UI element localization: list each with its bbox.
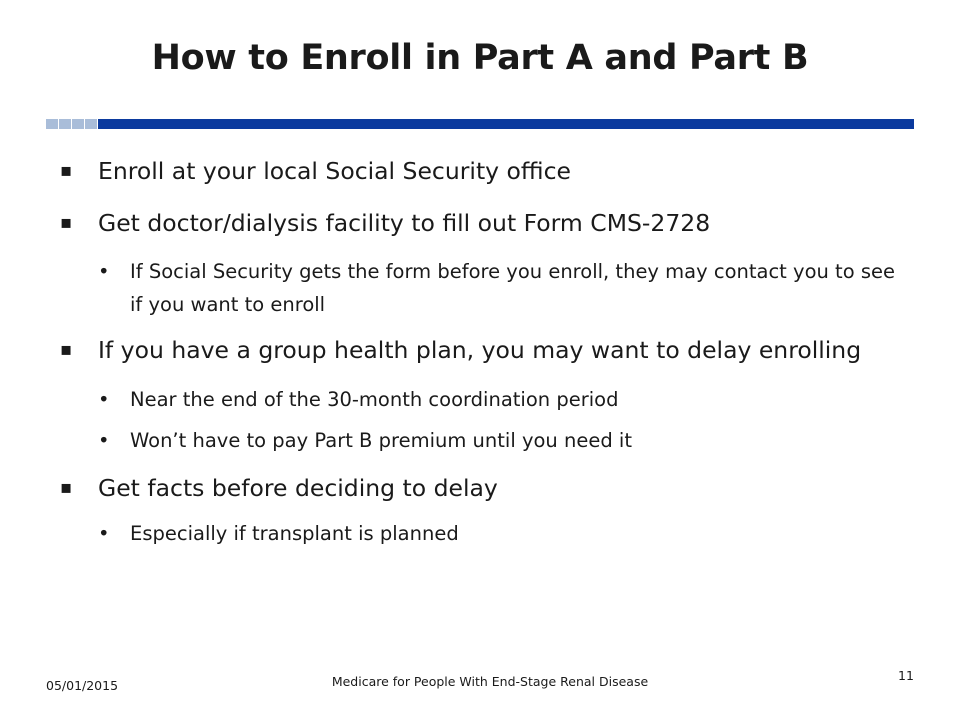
sub-bullet-item: • Especially if transplant is planned bbox=[60, 517, 910, 550]
bullet-item: ▪ Get doctor/dialysis facility to fill out Form CMS-2728 bbox=[60, 206, 910, 240]
bullet-list bbox=[60, 150, 910, 550]
round-bullet-icon: • bbox=[98, 429, 110, 452]
footer-date: 05/01/2015 bbox=[46, 678, 119, 693]
slide-title: How to Enroll in Part A and Part B bbox=[151, 38, 809, 78]
title-rule-bar bbox=[98, 119, 914, 129]
page-number: 11 bbox=[898, 668, 914, 683]
square-bullet-icon: ▪ bbox=[60, 160, 73, 181]
bullet-item: ▪ Get facts before deciding to delay bbox=[60, 471, 910, 505]
sub-bullet-item: • Near the end of the 30-month coordination period bbox=[60, 383, 910, 416]
bullet-item: ▪ Enroll at your local Social Security office bbox=[60, 154, 910, 188]
footer-title: Medicare for People With End-Stage Renal Disease bbox=[331, 674, 649, 689]
square-bullet-icon: ▪ bbox=[60, 339, 73, 360]
round-bullet-icon: • bbox=[98, 522, 110, 545]
square-bullet-icon: ▪ bbox=[60, 212, 73, 233]
sub-bullet-item: • If Social Security gets the form before you enroll, they may contact you to see if you want to enroll bbox=[60, 255, 910, 321]
square-bullet-icon: ▪ bbox=[60, 477, 73, 498]
round-bullet-icon: • bbox=[98, 260, 110, 283]
sub-bullet-item: • Won’t have to pay Part B premium until you need it bbox=[60, 424, 910, 457]
round-bullet-icon: • bbox=[98, 388, 110, 411]
bullet-item: ▪ If you have a group health plan, you may want to delay enrolling bbox=[60, 333, 910, 367]
